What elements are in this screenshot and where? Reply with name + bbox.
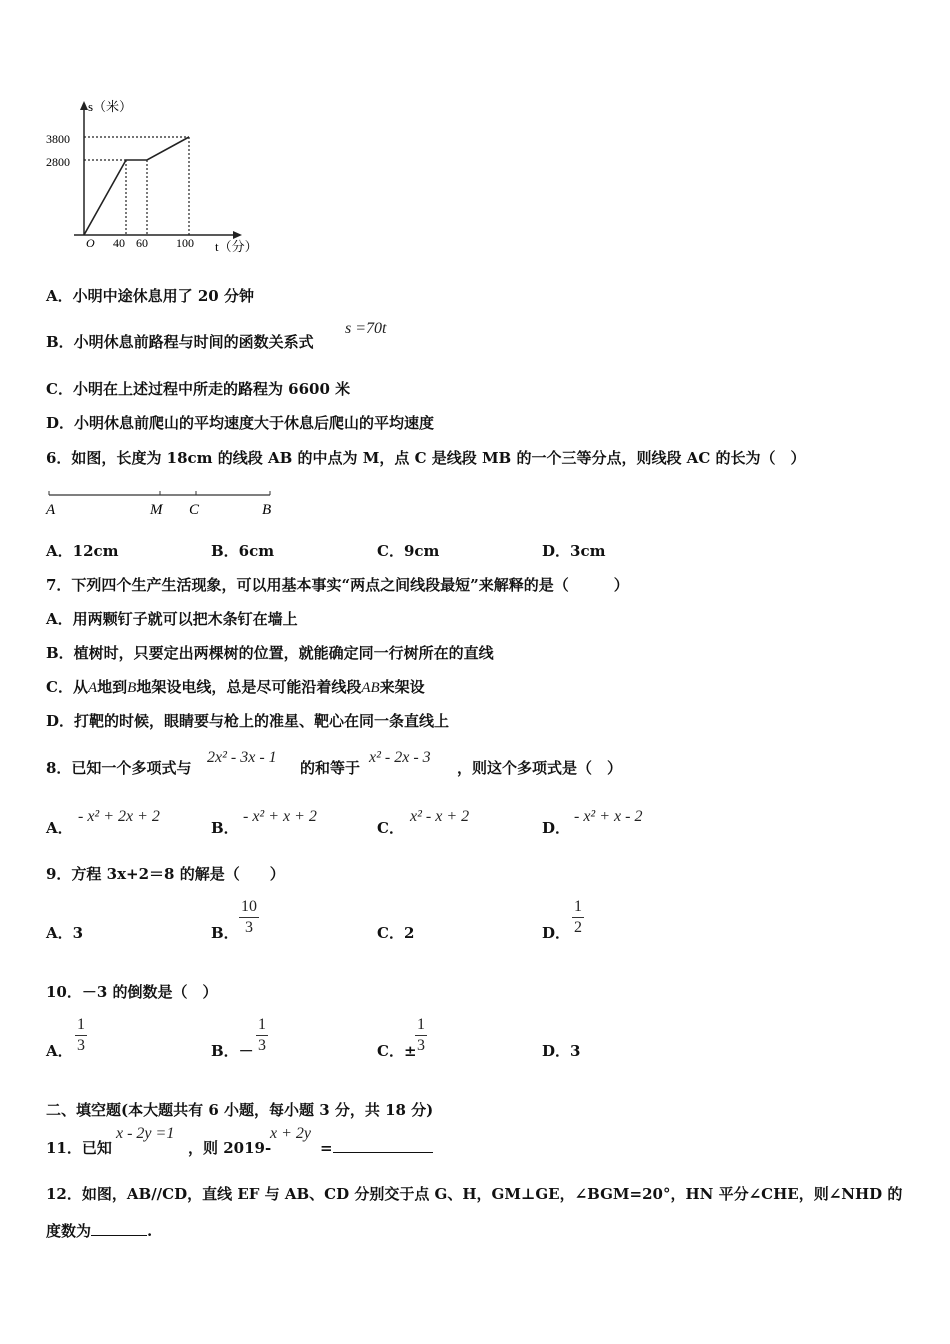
q7-option-a: A．用两颗钉子就可以把木条钉在墙上 bbox=[46, 610, 298, 628]
x-axis-label: t（分） bbox=[215, 239, 258, 254]
q12-line2: 度数为 . bbox=[46, 1222, 153, 1240]
q8-option-a-label: A． bbox=[46, 819, 73, 837]
q10-option-c-fraction bbox=[415, 1016, 427, 1055]
q7-option-b: B．植树时，只要定出两棵树的位置，就能确定同一行树所在的直线 bbox=[46, 644, 494, 662]
distance-time-graph bbox=[40, 95, 280, 265]
q10-b-numerator: 1 bbox=[258, 1016, 266, 1033]
y-tick-3800: 3800 bbox=[46, 132, 70, 146]
q9-option-a: A．3 bbox=[46, 924, 84, 942]
guide-lines bbox=[84, 137, 189, 235]
q6-option-d: D．3cm bbox=[542, 542, 606, 560]
q10-option-a-label: A． bbox=[46, 1042, 73, 1060]
q7-option-d: D．打靶的时候，眼睛要与枪上的准星、靶心在同一条直线上 bbox=[46, 712, 450, 730]
q10-c-denominator: 3 bbox=[417, 1037, 425, 1054]
q7-stem: 7．下列四个生产生活现象，可以用基本事实“两点之间线段最短”来解释的是（ ） bbox=[46, 576, 629, 594]
q9-d-numerator: 1 bbox=[574, 898, 582, 915]
q11-answer-blank[interactable] bbox=[333, 1138, 433, 1153]
q10-option-c-label: C．± bbox=[377, 1042, 417, 1060]
q6-option-a: A．12cm bbox=[46, 542, 119, 560]
section2-title: 二、填空题(本大题共有 6 小题，每小题 3 分，共 18 分) bbox=[46, 1101, 434, 1119]
q5-option-b-formula: s =70t bbox=[345, 320, 387, 337]
q10-option-a-fraction bbox=[75, 1016, 87, 1055]
point-m-label: M bbox=[150, 502, 163, 518]
q8-stem-mid: 的和等于 bbox=[300, 759, 361, 777]
q6-segment-figure bbox=[44, 484, 284, 520]
q8-option-b-label: B． bbox=[211, 819, 239, 837]
y-tick-2800: 2800 bbox=[46, 155, 70, 169]
q7-c-mid2: 地架设电线，总是尽可能沿着线段 bbox=[136, 678, 362, 696]
q7-c-segment-ab: AB bbox=[361, 680, 380, 696]
q10-b-denominator: 3 bbox=[258, 1037, 266, 1054]
x-tick-origin: O bbox=[86, 236, 95, 250]
q8-option-d-label: D． bbox=[542, 819, 571, 837]
q10-option-b-label: B．－ bbox=[211, 1042, 254, 1060]
q9-b-denominator: 3 bbox=[245, 919, 253, 936]
q7-c-mid1: 地到 bbox=[97, 678, 128, 696]
q10-c-numerator: 1 bbox=[417, 1016, 425, 1033]
q11-condition: x - 2y =1 bbox=[116, 1125, 175, 1142]
point-c-label: C bbox=[189, 502, 200, 518]
q5-option-d: D．小明休息前爬山的平均速度大于休息后爬山的平均速度 bbox=[46, 414, 435, 432]
q5-option-b: B．小明休息前路程与时间的函数关系式 bbox=[46, 333, 314, 351]
q6-stem: 6．如图，长度为 18cm 的线段 AB 的中点为 M，点 C 是线段 MB 的一个三等分点，则线段 AC 的长为（ ） bbox=[46, 449, 806, 467]
point-a-label: A bbox=[46, 502, 56, 518]
y-axis-arrow bbox=[80, 101, 88, 110]
q5-option-a: A．小明中途休息用了 20 分钟 bbox=[46, 287, 254, 305]
q9-option-c: C．2 bbox=[377, 924, 415, 942]
q10-stem: 10．－3 的倒数是（ ） bbox=[46, 983, 218, 1001]
q8-option-c-expr: x² - x + 2 bbox=[410, 808, 470, 825]
q8-stem-suffix: ，则这个多项式是（ ） bbox=[457, 759, 623, 777]
q10-option-b-fraction bbox=[256, 1016, 268, 1055]
q12-line1: 12．如图，AB//CD，直线 EF 与 AB、CD 分别交于点 G、H，GM⊥GE，∠BGM=20°，HN 平分∠CHE，则∠NHD 的 bbox=[46, 1185, 903, 1203]
q8-option-d-expr: - x² + x - 2 bbox=[574, 808, 643, 825]
q11-equals: = bbox=[320, 1139, 333, 1157]
q8-option-b-expr: - x² + x + 2 bbox=[243, 808, 317, 825]
q11-answer bbox=[320, 1138, 433, 1158]
q9-b-numerator: 10 bbox=[241, 898, 257, 915]
q11-expression: x + 2y bbox=[270, 1125, 311, 1142]
q7-c-point-a: A bbox=[87, 680, 98, 696]
point-b-label: B bbox=[262, 502, 272, 518]
x-axis-arrow bbox=[233, 231, 242, 239]
q6-option-c: C．9cm bbox=[377, 542, 440, 560]
q8-option-c-label: C． bbox=[377, 819, 404, 837]
q9-option-b-label: B． bbox=[211, 924, 239, 942]
x-tick-60: 60 bbox=[136, 236, 148, 250]
distance-line bbox=[84, 137, 189, 235]
x-tick-100: 100 bbox=[176, 236, 194, 250]
q11-prefix: 11．已知 bbox=[46, 1139, 112, 1157]
q8-option-a-expr: - x² + 2x + 2 bbox=[78, 808, 160, 825]
q12-line2-text: 度数为 bbox=[46, 1222, 92, 1240]
x-tick-40: 40 bbox=[113, 236, 125, 250]
q8-expr1: 2x² - 3x - 1 bbox=[207, 749, 277, 766]
q10-a-numerator: 1 bbox=[77, 1016, 85, 1033]
q7-c-point-b: B bbox=[127, 680, 137, 696]
q9-option-d-fraction bbox=[572, 898, 584, 937]
q10-a-denominator: 3 bbox=[77, 1037, 85, 1054]
q7-option-c bbox=[46, 677, 425, 698]
q10-option-d: D．3 bbox=[542, 1042, 581, 1060]
q7-c-suffix: 来架设 bbox=[379, 678, 425, 696]
q9-d-denominator: 2 bbox=[574, 919, 582, 936]
q11-mid: ，则 2019- bbox=[188, 1139, 272, 1157]
q9-option-d-label: D． bbox=[542, 924, 571, 942]
q5-option-c: C．小明在上述过程中所走的路程为 6600 米 bbox=[46, 380, 351, 398]
q7-c-prefix: C．从 bbox=[46, 678, 88, 696]
q9-option-b-fraction bbox=[239, 898, 259, 937]
y-axis-label: s（米） bbox=[88, 99, 133, 114]
q8-stem-prefix: 8．已知一个多项式与 bbox=[46, 759, 192, 777]
q6-option-b: B．6cm bbox=[211, 542, 275, 560]
q9-stem: 9．方程 3x+2＝8 的解是（ ） bbox=[46, 865, 285, 883]
q8-expr2: x² - 2x - 3 bbox=[369, 749, 431, 766]
q12-answer-blank[interactable] bbox=[91, 1221, 147, 1236]
